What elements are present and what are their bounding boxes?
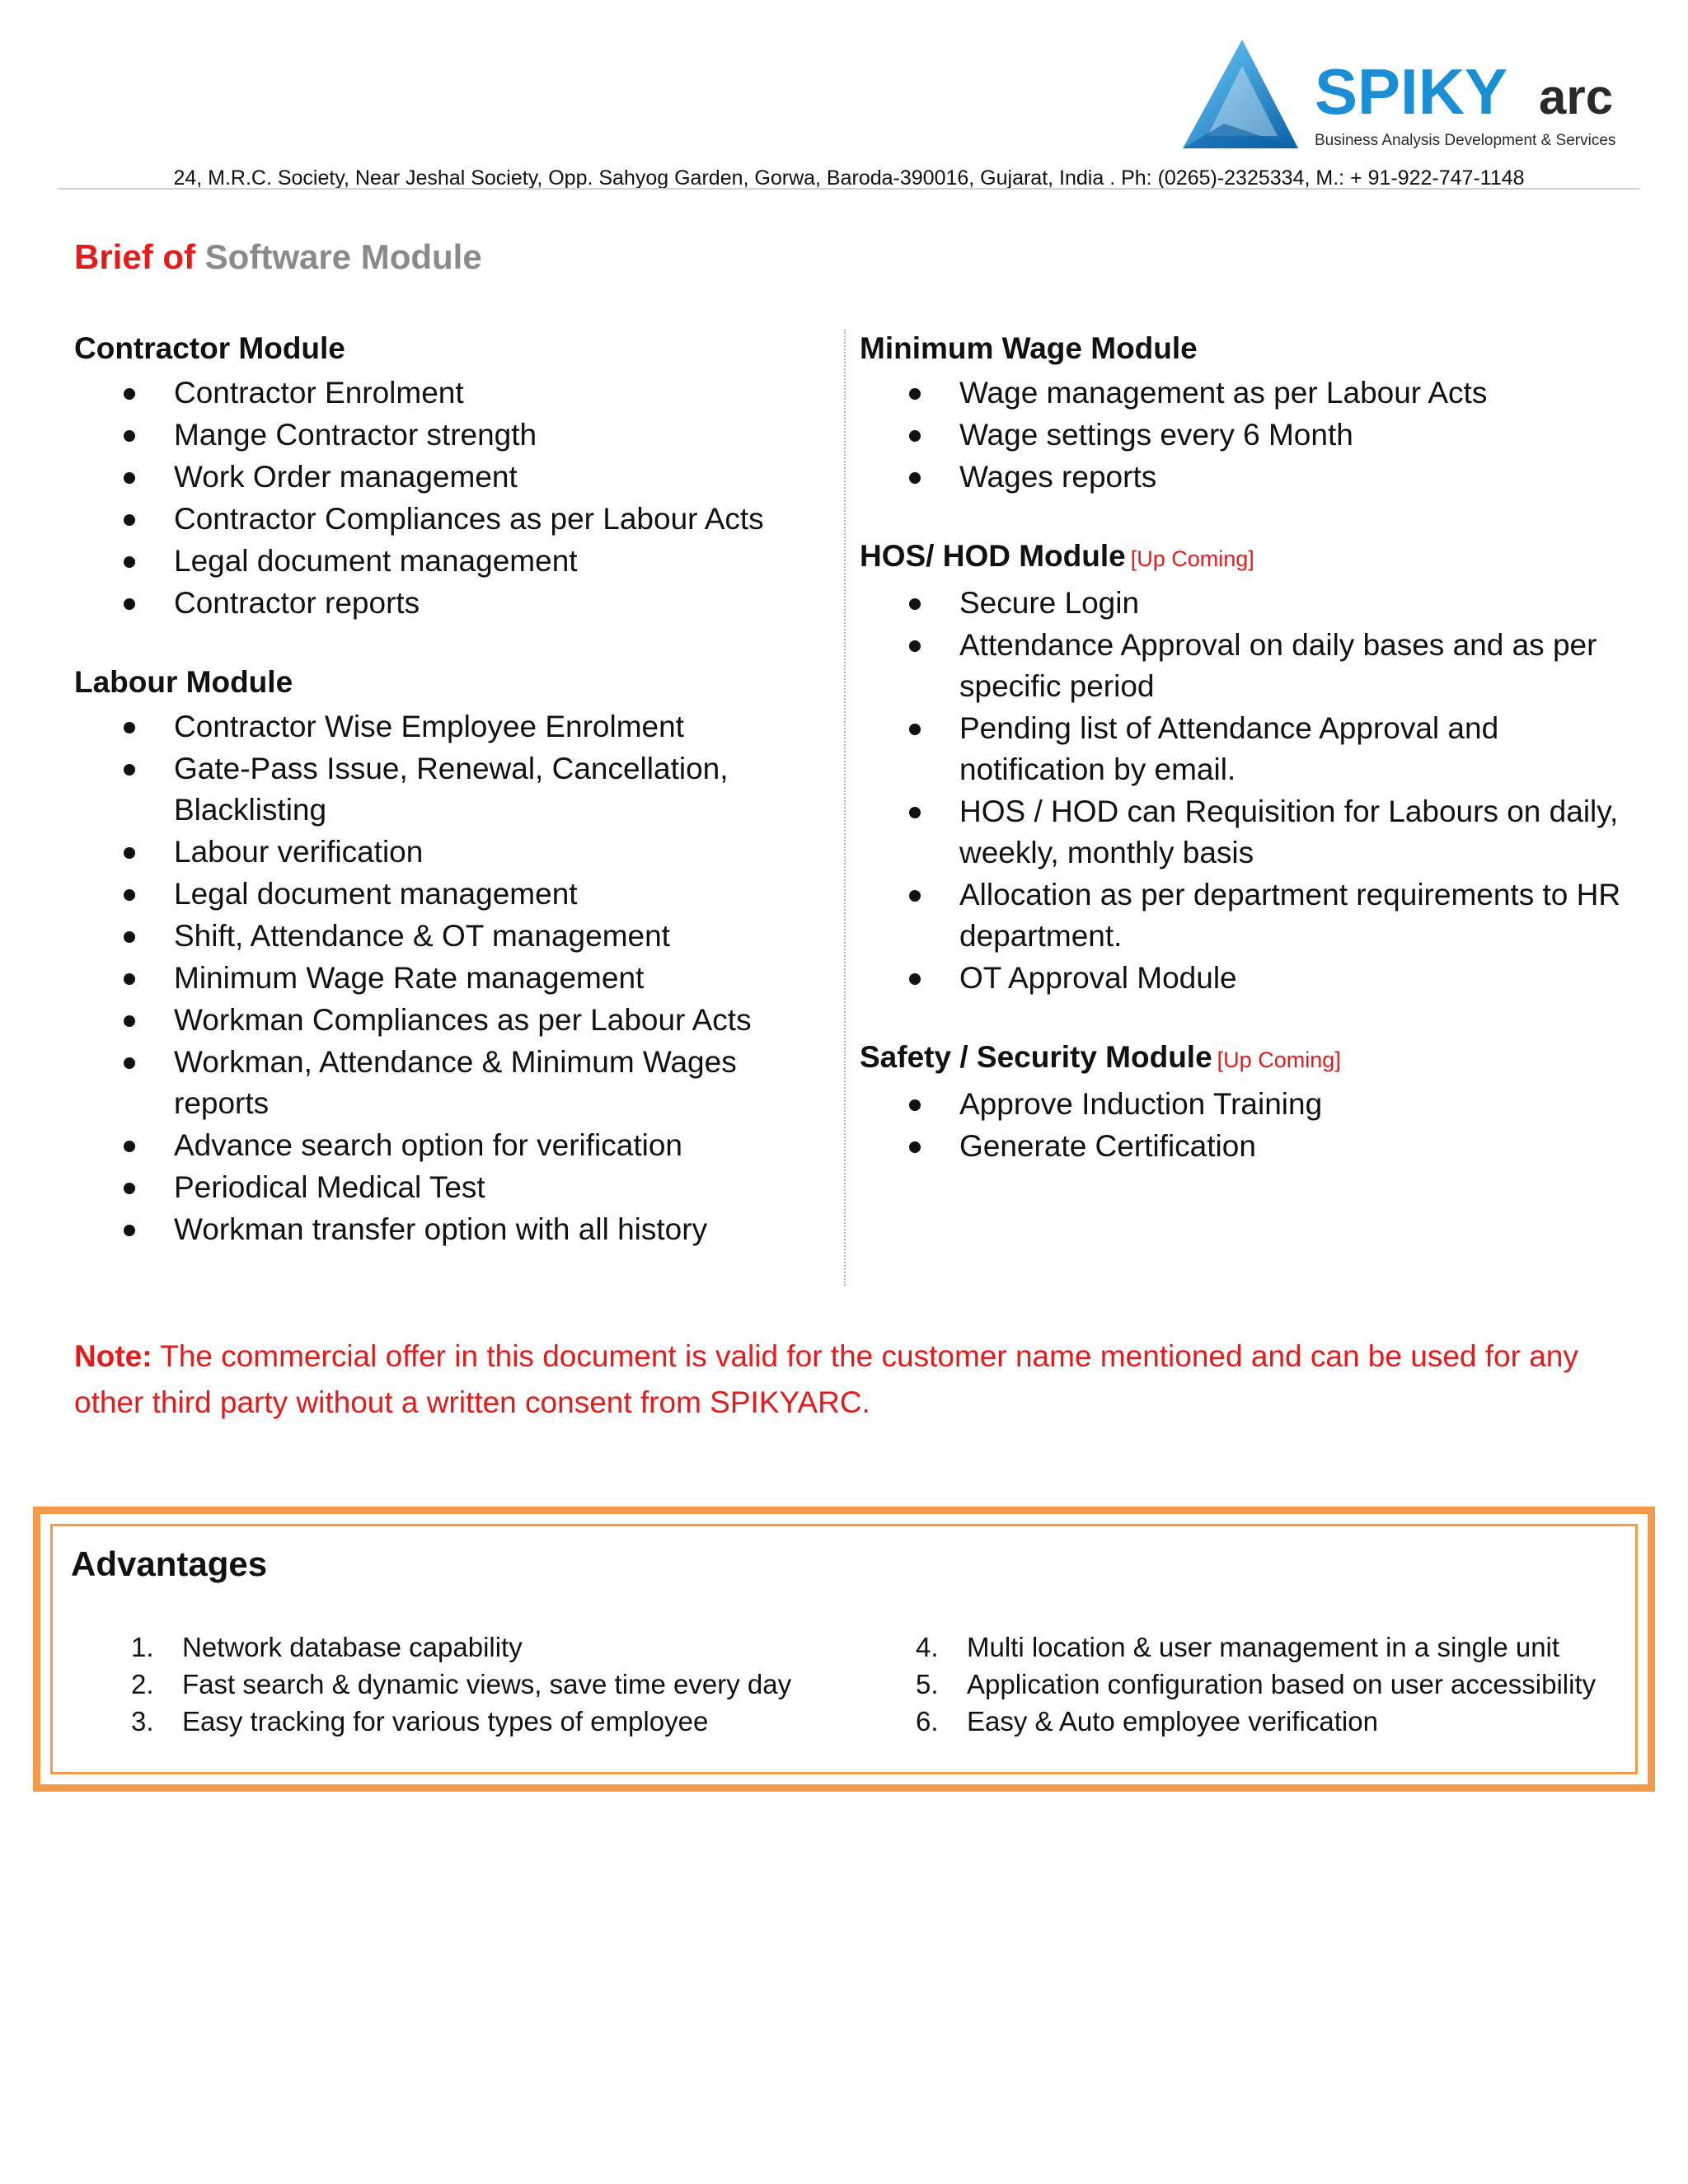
bullet-icon [909, 1141, 921, 1153]
list-item: HOS / HOD can Requisition for Labours on daily, weekly, monthly basis [860, 791, 1651, 874]
bullet-icon [124, 847, 135, 859]
bullet-icon [124, 1141, 135, 1152]
advantages-box [33, 1507, 1655, 1792]
header-divider [58, 188, 1640, 190]
bullet-icon [124, 973, 135, 985]
note-label: Note: [74, 1339, 152, 1373]
list-item: Workman transfer option with all history [74, 1209, 816, 1250]
list-item: Contractor Wise Employee Enrolment [74, 706, 816, 748]
upcoming-tag: [Up Coming] [1217, 1047, 1341, 1072]
list-item: 4. Multi location & user management in a single unit [916, 1629, 1596, 1666]
module-title [860, 1037, 1651, 1080]
left-column [74, 328, 816, 1288]
logo-suffix: arc [1539, 69, 1614, 124]
module-title: Minimum Wage Module [860, 331, 1198, 365]
list-item: Workman, Attendance & Minimum Wages reports [74, 1042, 816, 1124]
advantages-list-left [131, 1629, 791, 1740]
labour-module [74, 662, 816, 1250]
list-item: Generate Certification [860, 1126, 1651, 1167]
bullet-icon [909, 973, 921, 985]
logo-brand: SPIKY [1315, 55, 1508, 128]
module-title-text: Safety / Security Module [860, 1040, 1212, 1074]
list-item: Periodical Medical Test [74, 1167, 816, 1208]
bullet-icon [124, 598, 135, 610]
page-title [74, 237, 482, 277]
list-item: 1. Network database capability [131, 1629, 791, 1666]
list-item: Wages reports [860, 457, 1651, 498]
contractor-module [74, 328, 816, 624]
title-part-2: Software Module [204, 237, 482, 276]
list-item: 5. Application configuration based on user accessibility [916, 1666, 1596, 1703]
bullet-icon [909, 807, 921, 818]
list-item: Attendance Approval on daily bases and as per specific period [860, 625, 1651, 707]
list-item: Contractor Enrolment [74, 373, 816, 414]
list-item: Minimum Wage Rate management [74, 958, 816, 999]
module-title [860, 536, 1651, 579]
list-item: Legal document management [74, 874, 816, 915]
company-address: 24, M.R.C. Society, Near Jeshal Society, Opp. Sahyog Garden, Gorwa, Baroda-390016, Gujarat, India . Ph: (0265)-2325334, M.: + 91-922-747-1148 [173, 166, 1525, 190]
item-number: 5. [916, 1669, 939, 1699]
list-item: Gate-Pass Issue, Renewal, Cancellation, Blacklisting [74, 748, 816, 831]
list-item: Shift, Attendance & OT management [74, 916, 816, 957]
module-title: Contractor Module [74, 331, 345, 365]
logo-tagline: Business Analysis Development & Services [1315, 132, 1616, 149]
list-item: Contractor Compliances as per Labour Acts [74, 499, 816, 540]
advantages-title: Advantages [71, 1544, 268, 1583]
hos-hod-module [860, 536, 1651, 999]
bullet-icon [909, 598, 921, 610]
bullet-icon [124, 764, 135, 776]
item-number: 3. [131, 1706, 154, 1736]
list-item: Contractor reports [74, 583, 816, 624]
list-item: Allocation as per department requirements to HR department. [860, 874, 1651, 957]
bullet-icon [124, 1183, 135, 1194]
right-column [860, 328, 1651, 1205]
list-item: 3. Easy tracking for various types of employee [131, 1703, 791, 1740]
note-text: The commercial offer in this document is valid for the customer name mentioned and can be used for any other third party without a written consent from SPIKYARC. [74, 1339, 1578, 1419]
list-item: Work Order management [74, 457, 816, 498]
list-item: Approve Induction Training [860, 1084, 1651, 1125]
list-item: Wage settings every 6 Month [860, 415, 1651, 456]
bullet-icon [909, 388, 921, 400]
bullet-icon [909, 890, 921, 902]
module-title: Labour Module [74, 665, 293, 699]
item-number: 2. [131, 1669, 154, 1699]
list-item: Advance search option for verification [74, 1125, 816, 1166]
title-part-1: Brief of [74, 237, 195, 276]
bullet-icon [124, 931, 135, 943]
list-item: 6. Easy & Auto employee verification [916, 1703, 1596, 1740]
note-paragraph [74, 1333, 1624, 1426]
bullet-icon [124, 472, 135, 484]
list-item: Legal document management [74, 541, 816, 582]
item-number: 1. [131, 1632, 154, 1662]
bullet-icon [124, 722, 135, 733]
list-item: Secure Login [860, 583, 1651, 624]
bullet-icon [124, 1225, 135, 1236]
advantages-inner-border [50, 1524, 1638, 1774]
list-item: OT Approval Module [860, 958, 1651, 999]
bullet-icon [124, 388, 135, 400]
module-title-text: HOS/ HOD Module [860, 539, 1126, 573]
company-logo [1175, 33, 1636, 157]
bullet-icon [124, 430, 135, 442]
list-item: Wage management as per Labour Acts [860, 373, 1651, 414]
item-number: 4. [916, 1632, 939, 1662]
bullet-icon [124, 1057, 135, 1069]
list-item: Mange Contractor strength [74, 415, 816, 456]
bullet-icon [909, 640, 921, 652]
bullet-icon [124, 889, 135, 901]
bullet-icon [909, 724, 921, 735]
bullet-icon [124, 1015, 135, 1027]
bullet-icon [124, 514, 135, 526]
item-number: 6. [916, 1706, 939, 1736]
bullet-icon [909, 472, 921, 484]
advantages-list-right [916, 1629, 1596, 1740]
list-item: Labour verification [74, 832, 816, 873]
bullet-icon [909, 1099, 921, 1111]
upcoming-tag: [Up Coming] [1130, 546, 1254, 571]
bullet-icon [909, 430, 921, 442]
safety-security-module [860, 1037, 1651, 1167]
list-item: 2. Fast search & dynamic views, save time every day [131, 1666, 791, 1703]
bullet-icon [124, 556, 135, 568]
column-divider [844, 330, 846, 1286]
minimum-wage-module [860, 328, 1651, 498]
list-item: Pending list of Attendance Approval and notification by email. [860, 708, 1651, 790]
list-item: Workman Compliances as per Labour Acts [74, 1000, 816, 1041]
